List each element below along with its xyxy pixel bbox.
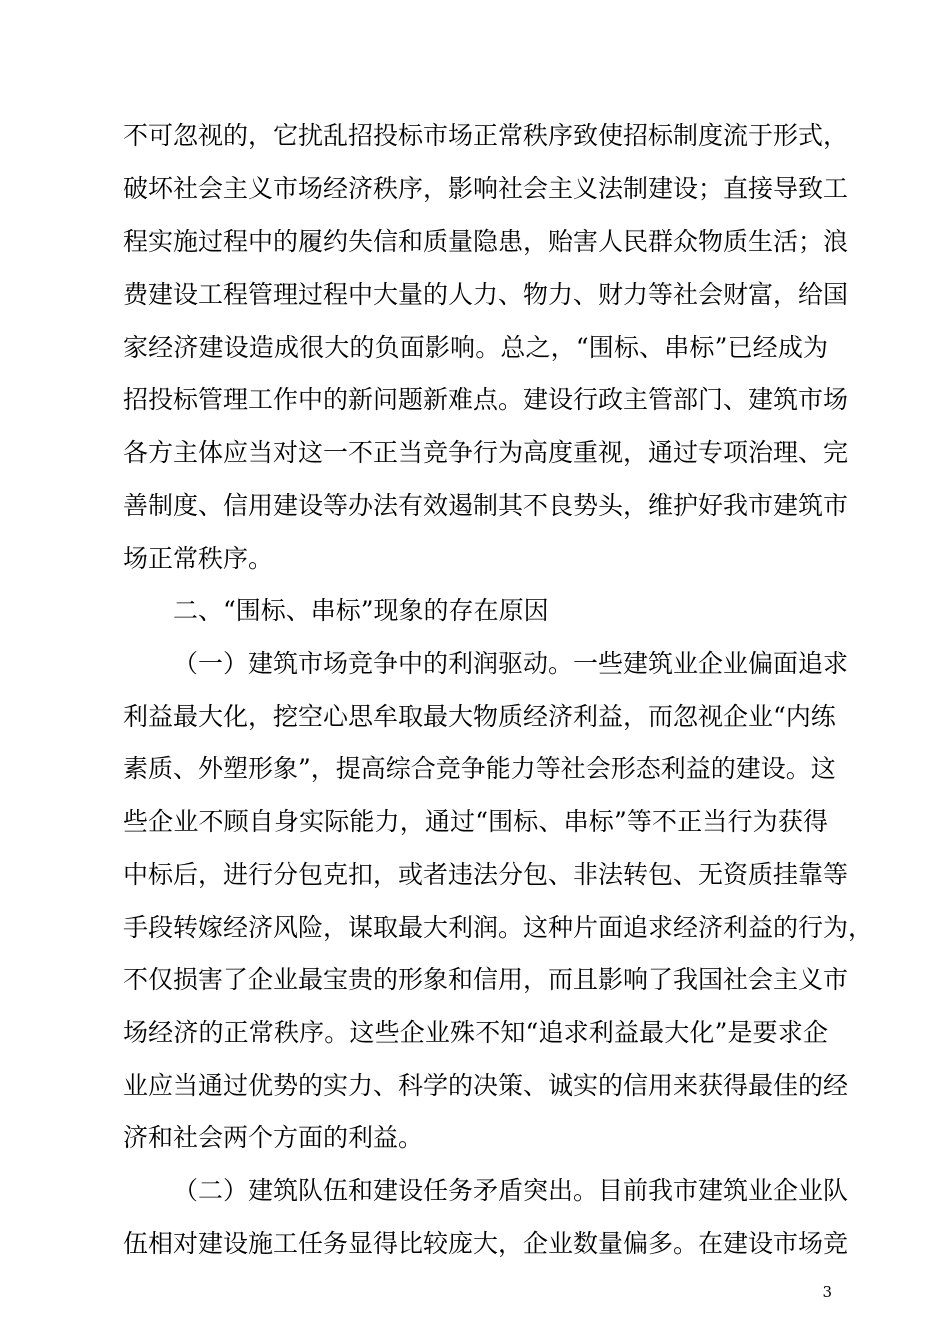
body-text-line: 不仅损害了企业最宝贵的形象和信用，而且影响了我国社会主义市 xyxy=(123,965,849,994)
body-text-line: 利益最大化，挖空心思牟取最大物质经济利益，而忽视企业“内练 xyxy=(123,702,836,731)
body-text-line: 些企业不顾自身实际能力，通过“围标、串标”等不正当行为获得 xyxy=(123,807,828,836)
body-text-line: 业应当通过优势的实力、科学的决策、诚实的信用来获得最佳的经 xyxy=(123,1071,849,1100)
body-text-line: 程实施过程中的履约失信和质量隐患，贻害人民群众物质生活；浪 xyxy=(123,227,849,256)
body-text-line: 费建设工程管理过程中大量的人力、物力、财力等社会财富，给国 xyxy=(123,280,849,309)
body-text-line: 场经济的正常秩序。这些企业殊不知“追求利益最大化”是要求企 xyxy=(123,1018,828,1047)
body-text-line: 素质、外塑形象”，提高综合竞争能力等社会形态利益的建设。这 xyxy=(123,754,836,783)
body-text-line: 场正常秩序。 xyxy=(123,544,274,573)
body-text-line: 中标后，进行分包克扣，或者违法分包、非法转包、无资质挂靠等 xyxy=(123,860,849,889)
body-text-line: （二）建筑队伍和建设任务矛盾突出。目前我市建筑业企业队 xyxy=(173,1176,849,1205)
body-text-line: 不可忽视的，它扰乱招投标市场正常秩序致使招标制度流于形式， xyxy=(123,121,849,150)
page-number: 3 xyxy=(822,1283,832,1301)
body-text-line: （一）建筑市场竞争中的利润驱动。一些建筑业企业偏面追求 xyxy=(173,649,849,678)
body-text-line: 各方主体应当对这一不正当竞争行为高度重视，通过专项治理、完 xyxy=(123,438,849,467)
body-text-line: 伍相对建设施工任务显得比较庞大，企业数量偏多。在建设市场竞 xyxy=(123,1229,849,1258)
body-text-line: 济和社会两个方面的利益。 xyxy=(123,1123,424,1152)
body-text-line: 手段转嫁经济风险，谋取最大利润。这种片面追求经济利益的行为， xyxy=(123,913,874,942)
body-text-line: 家经济建设造成很大的负面影响。总之，“围标、串标”已经成为 xyxy=(123,333,828,362)
body-text-line: 招投标管理工作中的新问题新难点。建设行政主管部门、建筑市场 xyxy=(123,385,849,414)
section-heading: 二、“围标、串标”现象的存在原因 xyxy=(173,596,549,625)
body-text-line: 善制度、信用建设等办法有效遏制其不良势头，维护好我市建筑市 xyxy=(123,491,849,520)
body-text-line: 破坏社会主义市场经济秩序，影响社会主义法制建设；直接导致工 xyxy=(123,174,849,203)
